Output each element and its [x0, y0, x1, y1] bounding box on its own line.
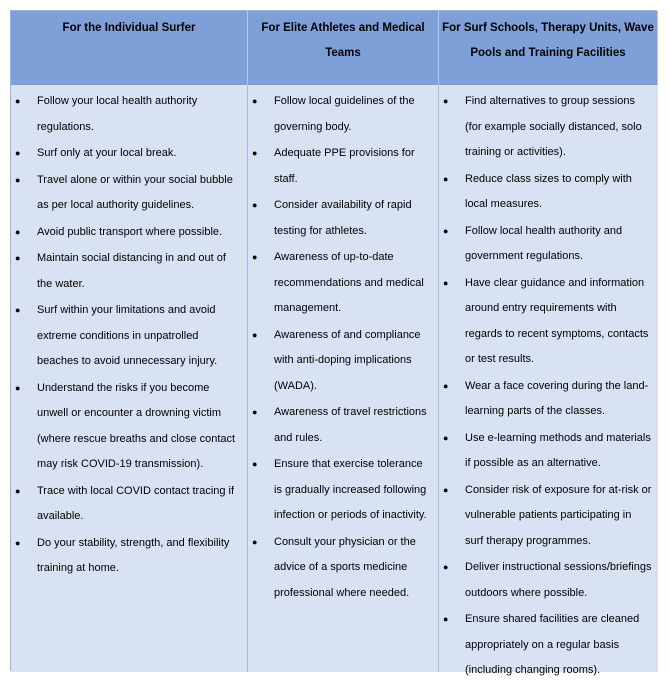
list-item-text: Travel alone or within your social bubble as per local authority guidelines.: [37, 173, 233, 211]
list-item-text: Surf only at your local break.: [37, 147, 177, 159]
bullet-icon: ●: [252, 407, 258, 417]
list-item: [15, 298, 241, 375]
list-item: [15, 168, 241, 219]
list-item: [252, 452, 432, 529]
bullet-icon: ●: [252, 148, 258, 158]
column-body-individual-surfer: [11, 85, 248, 672]
bullet-icon: ●: [15, 96, 21, 106]
list-item-text: Reduce class sizes to comply with local measures.: [465, 172, 632, 210]
list-item: [15, 479, 241, 530]
bullet-icon: ●: [252, 200, 258, 210]
list-item-text: Follow your local health authority regulations.: [37, 95, 198, 133]
bullet-icon: ●: [15, 382, 21, 393]
list-item: [252, 400, 432, 451]
list-item: [443, 89, 652, 166]
bullet-icon: ●: [15, 226, 21, 237]
bullet-icon: ●: [15, 148, 21, 158]
list-item: [252, 89, 432, 140]
list-item-text: Awareness of and compliance with anti-doping implications (WADA).: [274, 328, 421, 392]
list-item-text: Ensure shared facilities are cleaned appropriately on a regular basis (including changing rooms).: [465, 613, 640, 676]
list-item: [443, 271, 652, 373]
list-item: [252, 193, 432, 244]
bullet-icon: ●: [252, 96, 258, 106]
column-header-surf-schools: For Surf Schools, Therapy Units, Wave Pools and Training Facilities: [439, 11, 658, 85]
bullet-list: [252, 89, 432, 606]
column-header-individual-surfer: For the Individual Surfer: [11, 11, 248, 85]
column-body-elite-athletes: [248, 85, 439, 672]
bullet-list: [443, 89, 652, 684]
list-item-text: Follow local health authority and government regulations.: [465, 224, 623, 262]
list-item: [443, 607, 652, 684]
bullet-icon: ●: [15, 253, 21, 263]
list-item-text: Have clear guidance and information around entry requirements with regards to recent symptoms, contacts or test results.: [465, 276, 649, 365]
list-item-text: Awareness of up-to-date recommendations and medical management.: [274, 251, 424, 314]
bullet-icon: ●: [15, 174, 21, 185]
list-item-text: Wear a face covering during the land-learning parts of the classes.: [465, 379, 649, 417]
list-item: [252, 323, 432, 400]
bullet-icon: ●: [443, 562, 449, 572]
bullet-icon: ●: [15, 305, 21, 315]
list-item: [15, 246, 241, 297]
list-item-text: Adequate PPE provisions for staff.: [274, 147, 415, 185]
column-header-elite-athletes: For Elite Athletes and Medical Teams: [248, 11, 439, 85]
bullet-list: [15, 89, 241, 582]
list-item: [15, 141, 241, 167]
list-item: [443, 478, 652, 555]
list-item-text: Avoid public transport where possible.: [37, 225, 223, 238]
list-item-text: Consider availability of rapid testing for athletes.: [274, 199, 412, 237]
bullet-icon: ●: [443, 173, 449, 184]
bullet-icon: ●: [252, 329, 258, 340]
list-item: [252, 245, 432, 322]
bullet-icon: ●: [443, 277, 449, 288]
list-item: [443, 219, 652, 270]
list-item-text: Follow local guidelines of the governing body.: [274, 95, 415, 133]
list-item-text: Deliver instructional sessions/briefings outdoors where possible.: [465, 561, 652, 599]
bullet-icon: ●: [443, 614, 449, 624]
list-item-text: Consult your physician or the advice of a sports medicine professional where needed.: [274, 535, 416, 599]
list-item: [443, 555, 652, 606]
list-item: [252, 141, 432, 192]
bullet-icon: ●: [15, 537, 21, 548]
list-item-text: Trace with local COVID contact tracing if available.: [37, 484, 235, 522]
list-item-text: Do your stability, strength, and flexibility training at home.: [37, 536, 230, 574]
list-item: [443, 374, 652, 425]
bullet-icon: ●: [443, 484, 449, 495]
list-item-text: Ensure that exercise tolerance is gradually increased following infection or periods of inactivity.: [274, 458, 427, 521]
list-item: [15, 376, 241, 478]
list-item: [15, 531, 241, 582]
list-item: [443, 426, 652, 477]
bullet-icon: ●: [252, 536, 258, 547]
bullet-icon: ●: [443, 432, 449, 443]
list-item: [15, 89, 241, 140]
list-item: [252, 530, 432, 607]
guidance-table: [10, 10, 657, 676]
bullet-icon: ●: [252, 459, 258, 469]
list-item-text: Maintain social distancing in and out of the water.: [37, 252, 226, 290]
list-item: [15, 220, 241, 246]
bullet-icon: ●: [15, 485, 21, 496]
list-item-text: Understand the risks if you become unwell or encounter a drowning victim (where rescue breaths and close contact may risk COVID-19 transmission).: [37, 381, 236, 470]
list-item-text: Surf within your limitations and avoid extreme conditions in unpatrolled beaches to avoid unnecessary injury.: [37, 304, 218, 367]
column-body-surf-schools: [439, 85, 658, 676]
list-item-text: Find alternatives to group sessions (for example socially distanced, solo training or activities).: [465, 95, 642, 158]
bullet-icon: ●: [443, 380, 449, 391]
list-item-text: Consider risk of exposure for at-risk or vulnerable patients participating in surf therapy programmes.: [465, 483, 652, 547]
bullet-icon: ●: [443, 96, 449, 106]
list-item-text: Awareness of travel restrictions and rules.: [274, 406, 427, 444]
list-item-text: Use e-learning methods and materials if possible as an alternative.: [465, 431, 651, 469]
bullet-icon: ●: [443, 225, 449, 236]
list-item: [443, 167, 652, 218]
bullet-icon: ●: [252, 252, 258, 262]
